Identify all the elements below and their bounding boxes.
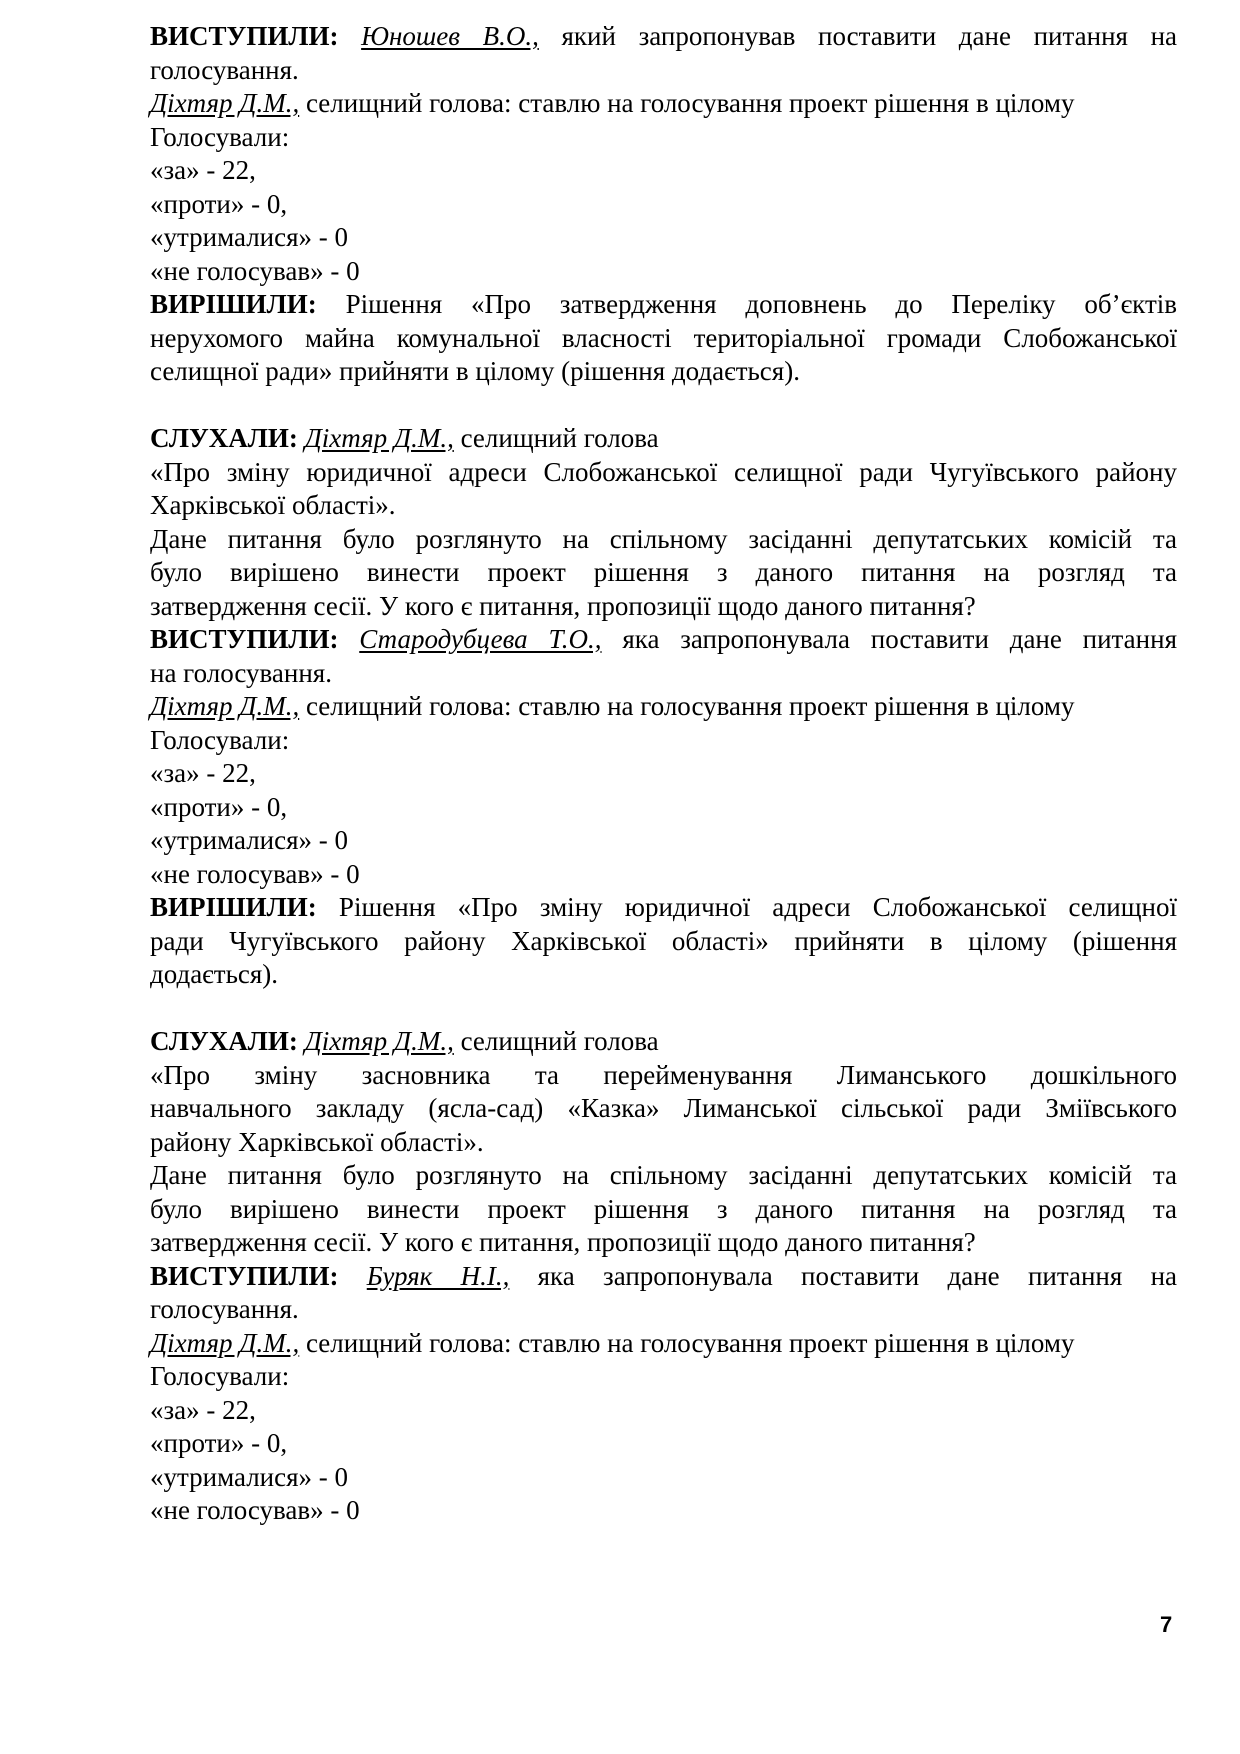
heard-line [150, 422, 1177, 456]
info-line: затвердження сесії. У кого є питання, пропозиції щодо даного питання? [150, 1227, 976, 1257]
votes-title: Голосували: [150, 1361, 290, 1391]
votes-title: Голосували: [150, 121, 290, 152]
head-line [150, 690, 1177, 724]
heard-role: селищний голова [453, 423, 659, 453]
spoke-line-end: голосування. [150, 54, 299, 85]
info-line: було вирішено винести проект рішення з даного питання на розгляд та [150, 1193, 1177, 1224]
decided-text: Рішення «Про затвердження доповнень до Переліку об’єктів [316, 289, 1177, 319]
vote-abstained: «утрималися» - 0 [150, 222, 349, 252]
spoke-label: ВИСТУПИЛИ: [150, 1260, 339, 1291]
spoke-line [150, 1260, 1177, 1294]
heard-label: СЛУХАЛИ: [150, 423, 298, 453]
agenda-item-1 [150, 20, 1177, 389]
spoke-label: ВИСТУПИЛИ: [150, 624, 339, 654]
spoke-line [150, 20, 1177, 54]
heard-name: Діхтяр Д.М., [304, 1026, 454, 1056]
vote-not-voted: «не голосував» - 0 [150, 255, 360, 286]
agenda-item-3 [150, 1025, 1177, 1528]
decided-label: ВИРІШИЛИ: [150, 892, 317, 922]
decided-label: ВИРІШИЛИ: [150, 289, 317, 319]
head-name: Діхтяр Д.М., [150, 691, 300, 721]
info-line: Дане питання було розглянуто на спільному засіданні депутатських комісій та [150, 523, 1177, 554]
info-line: Дане питання було розглянуто на спільному засіданні депутатських комісій та [150, 1160, 1177, 1190]
vote-for: «за» - 22, [150, 758, 256, 788]
topic-line: «Про зміну засновника та перейменування Лиманського дошкільного [150, 1059, 1177, 1090]
vote-against: «проти» - 0, [150, 791, 288, 822]
spoke-line [150, 623, 1177, 657]
votes-title: Голосували: [150, 724, 290, 755]
vote-abstained: «утрималися» - 0 [150, 825, 349, 855]
heard-line [150, 1025, 1177, 1059]
vote-for: «за» - 22, [150, 1394, 256, 1425]
decided-line [150, 288, 1177, 322]
head-name: Діхтяр Д.М., [150, 1327, 300, 1358]
speaker-name: Юношев В.О., [361, 21, 539, 51]
decided-text: Рішення «Про зміну юридичної адреси Слобожанської селищної [316, 892, 1177, 922]
heard-label: СЛУХАЛИ: [150, 1026, 298, 1056]
info-line: затвердження сесії. У кого є питання, пропозиції щодо даного питання? [150, 590, 976, 621]
speaker-name: Буряк Н.І., [366, 1260, 510, 1291]
spoke-line-end: на голосування. [150, 657, 332, 688]
vote-abstained: «утрималися» - 0 [150, 1461, 349, 1492]
spoke-text: яка запропонувала поставити дане питання [601, 624, 1177, 654]
speaker-name: Стародубцева Т.О., [359, 624, 602, 654]
vote-for: «за» - 22, [150, 155, 256, 185]
spoke-text: яка запропонувала поставити дане питання на [509, 1260, 1178, 1291]
decided-line [150, 891, 1177, 925]
head-text: селищний голова: ставлю на голосування проект рішення в цілому [299, 1327, 1075, 1358]
topic-line: району Харківської області». [150, 1126, 484, 1157]
decided-line: нерухомого майна комунальної власності територіальної громади Слобожанської [150, 322, 1177, 353]
spoke-text: який запропонував поставити дане питання на [538, 21, 1178, 51]
head-name: Діхтяр Д.М., [150, 88, 300, 118]
decided-line: додається). [150, 959, 279, 989]
topic-line: навчального закладу (ясла-сад) «Казка» Лиманської сільської ради Зміївського [150, 1093, 1177, 1123]
head-text: селищний голова: ставлю на голосування проект рішення в цілому [299, 691, 1075, 721]
vote-not-voted: «не голосував» - 0 [150, 1495, 360, 1525]
document-page [150, 20, 1177, 1528]
decided-line: селищної ради» прийняти в цілому (рішення додається). [150, 356, 800, 386]
vote-not-voted: «не голосував» - 0 [150, 858, 360, 889]
heard-role: селищний голова [453, 1026, 659, 1056]
info-line: було вирішено винести проект рішення з даного питання на розгляд та [150, 557, 1177, 587]
head-text: селищний голова: ставлю на голосування проект рішення в цілому [299, 88, 1075, 118]
heard-name: Діхтяр Д.М., [304, 423, 454, 453]
agenda-item-2 [150, 422, 1177, 992]
topic-line: Харківської області». [150, 490, 396, 520]
topic-line: «Про зміну юридичної адреси Слобожанської селищної ради Чугуївського району [150, 456, 1177, 487]
vote-against: «проти» - 0, [150, 188, 288, 219]
decided-line: ради Чугуївського району Харківської області» прийняти в цілому (рішення [150, 925, 1177, 956]
head-line [150, 87, 1177, 121]
head-line [150, 1327, 1177, 1361]
spoke-label: ВИСТУПИЛИ: [150, 21, 339, 51]
spoke-line-end: голосування. [150, 1294, 299, 1324]
vote-against: «проти» - 0, [150, 1428, 288, 1458]
page-number: 7 [1160, 1612, 1173, 1637]
